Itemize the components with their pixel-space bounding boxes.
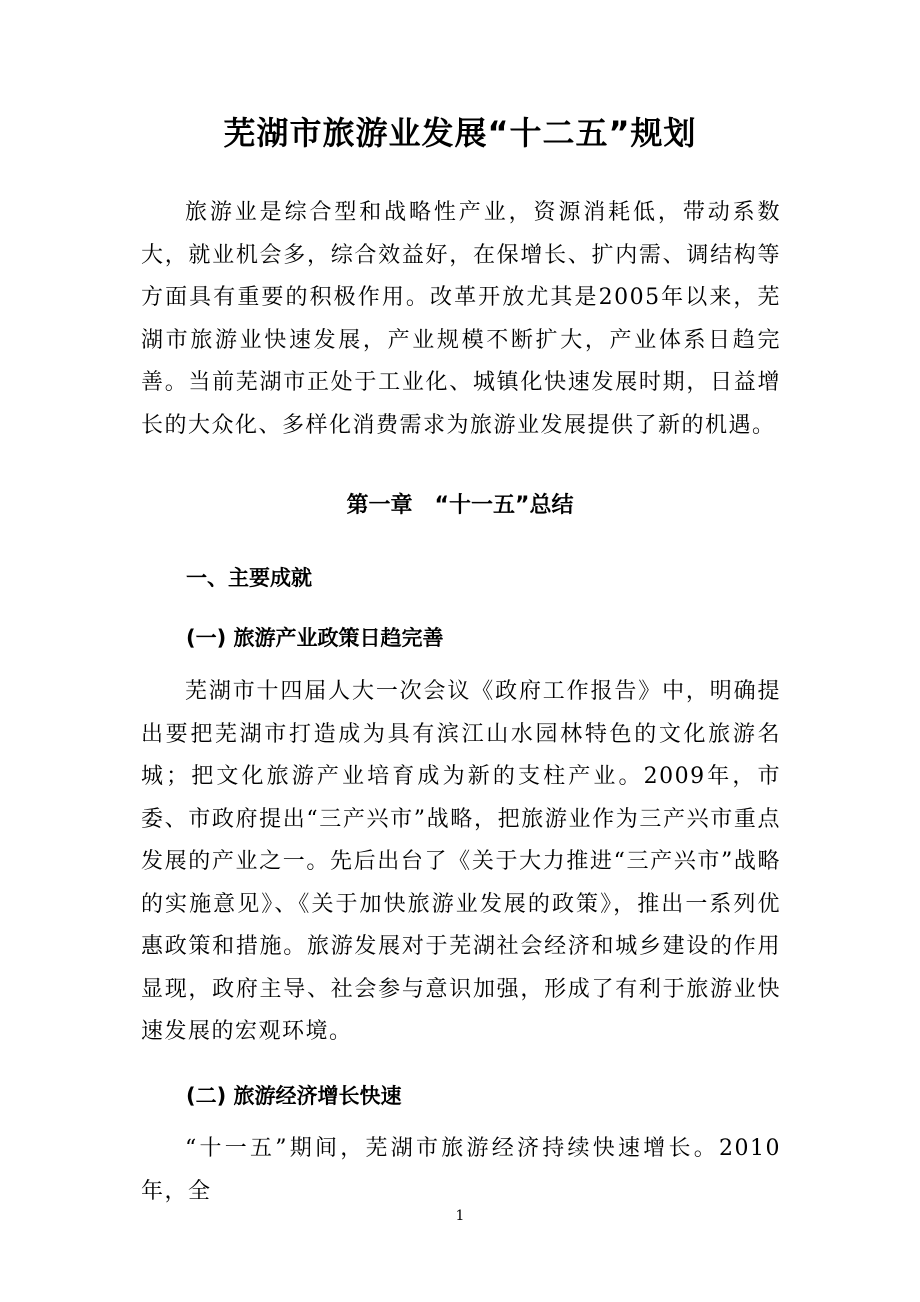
page-number: 1	[455, 1208, 465, 1224]
section-heading: 一、主要成就	[186, 566, 312, 590]
document-title: 芜湖市旅游业发展“十二五”规划	[223, 114, 697, 152]
subsection-paragraph: 芜湖市十四届人大一次会议《政府工作报告》中，明确提出要把芜湖市打造成为具有滨江山水园林特色的文化旅游名城；把文化旅游产业培育成为新的支柱产业。2009年，市委、市政府提出“三产兴市”战略，把旅游业作为三产兴市重点发展的产业之一。先后出台了《关于大力推进“三产兴市”战略的实施意见》、《关于加快旅游业发展的政策》，推出一系列优惠政策和措施。旅游发展对于芜湖社会经济和城乡建设的作用显现，政府主导、社会参与意识加强，形成了有利于旅游业快速发展的宏观环境。	[141, 679, 781, 1044]
chapter-title: 第一章 “十一五”总结	[346, 493, 574, 518]
subsection-heading: (一) 旅游产业政策日趋完善	[186, 626, 444, 650]
subsection-paragraph: “十一五”期间，芜湖市旅游经济持续快速增长。2010年，全	[141, 1136, 781, 1204]
intro-paragraph: 旅游业是综合型和战略性产业，资源消耗低，带动系数大，就业机会多，综合效益好，在保增长、扩内需、调结构等方面具有重要的积极作用。改革开放尤其是2005年以来，芜湖市旅游业快速发展，产业规模不断扩大，产业体系日趋完善。当前芜湖市正处于工业化、城镇化快速发展时期，日益增长的大众化、多样化消费需求为旅游业发展提供了新的机遇。	[141, 200, 781, 438]
subsection-heading: (二) 旅游经济增长快速	[186, 1084, 402, 1108]
